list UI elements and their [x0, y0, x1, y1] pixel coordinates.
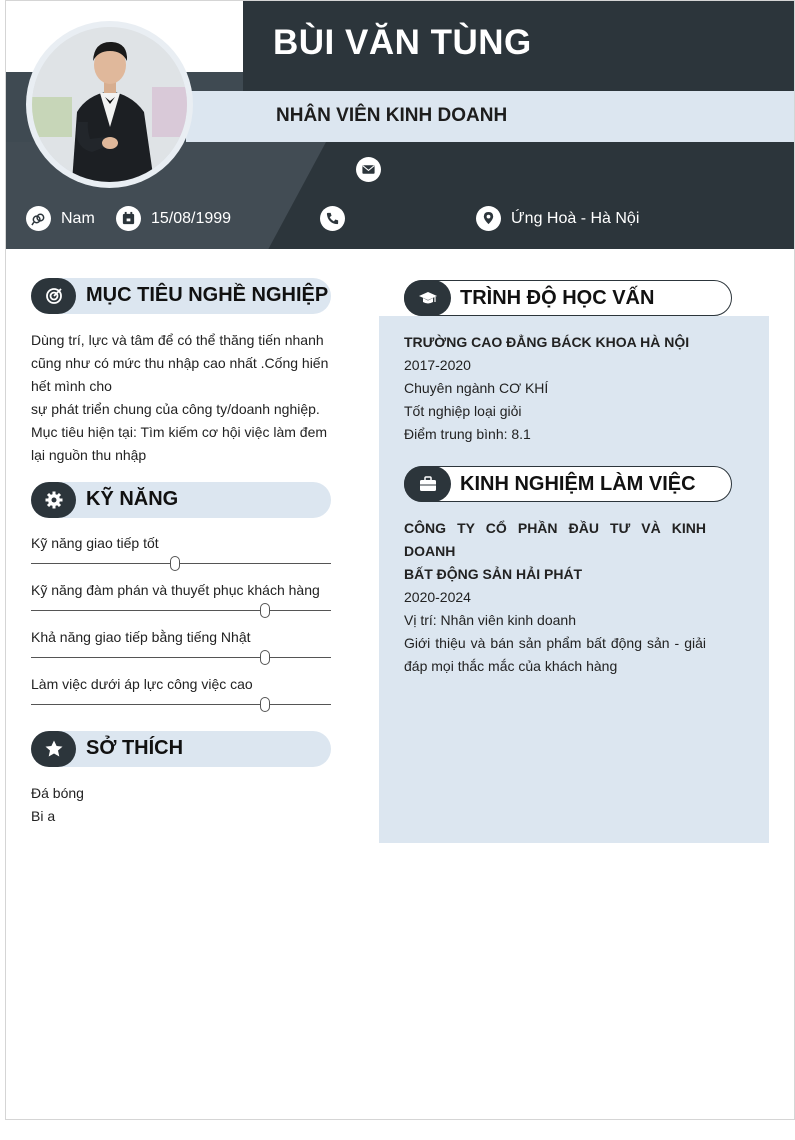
skill-label: Làm việc dưới áp lực công việc cao	[31, 676, 253, 692]
skill-label: Kỹ năng giao tiếp tốt	[31, 535, 159, 551]
skill-item	[31, 629, 331, 658]
address-value: Ứng Hoà - Hà Nội	[511, 209, 640, 227]
job-title: NHÂN VIÊN KINH DOANH	[276, 105, 508, 126]
birthday-item	[116, 206, 231, 231]
hobby-item: Bi a	[31, 808, 56, 824]
skill-slider	[31, 610, 331, 611]
phone-icon[interactable]	[320, 206, 345, 231]
skill-knob	[170, 556, 180, 571]
address-item	[476, 206, 639, 231]
experience-details	[404, 517, 706, 678]
education-title: TRÌNH ĐỘ HỌC VẤN	[460, 287, 655, 309]
skill-label: Kỹ năng đàm phán và thuyết phục khách hàng	[31, 582, 320, 598]
education-gpa: Điểm trung bình: 8.1	[404, 426, 531, 442]
hobbies-section-header	[31, 731, 331, 767]
experience-section-header	[404, 466, 732, 502]
education-years: 2017-2020	[404, 357, 471, 373]
hobbies-list	[31, 782, 331, 828]
experience-desc: đáp mọi thắc mắc của khách hàng	[404, 658, 618, 674]
skill-slider	[31, 563, 331, 564]
education-details	[404, 331, 714, 446]
briefcase-icon	[404, 466, 451, 502]
objective-line: Mục tiêu hiện tại: Tìm kiếm cơ hội việc làm đem	[31, 424, 328, 440]
objective-line: hết mình cho	[31, 378, 112, 394]
experience-desc: Giới thiệu và bán sản phẩm bất động sản - giải	[404, 635, 706, 651]
company-name-line: CÔNG TY CỔ PHẦN ĐẦU TƯ VÀ KINH DOANH	[404, 520, 706, 559]
skills-title: KỸ NĂNG	[86, 488, 179, 510]
education-section-header	[404, 280, 732, 316]
skill-knob	[260, 697, 270, 712]
birthday-value: 15/08/1999	[151, 209, 232, 227]
person-portrait-icon	[32, 27, 187, 182]
school-name: TRƯỜNG CAO ĐẲNG BÁCK KHOA HÀ NỘI	[404, 334, 690, 350]
objective-line: lại nguồn thu nhập	[31, 447, 147, 463]
gender-value: Nam	[61, 209, 95, 227]
gear-icon	[31, 482, 76, 518]
skill-item	[31, 535, 331, 564]
phone-item	[320, 206, 355, 231]
skill-slider	[31, 704, 331, 705]
skill-knob	[260, 603, 270, 618]
hobby-item: Đá bóng	[31, 785, 84, 801]
candidate-name: BÙI VĂN TÙNG	[273, 23, 532, 62]
objective-line: sự phát triển chung của công ty/doanh nghiệp.	[31, 401, 320, 417]
avatar	[26, 21, 193, 188]
gender-item	[26, 206, 95, 231]
experience-years: 2020-2024	[404, 589, 471, 605]
education-major: Chuyên ngành CƠ KHÍ	[404, 380, 549, 396]
objective-line: Dùng trí, lực và tâm để có thể thăng tiến nhanh	[31, 332, 324, 348]
graduation-cap-icon	[404, 280, 451, 316]
star-icon	[31, 731, 76, 767]
objective-text	[31, 329, 331, 467]
skills-section-header	[31, 482, 331, 518]
cv-page	[5, 0, 795, 1120]
experience-title: KINH NGHIỆM LÀM VIỆC	[460, 473, 696, 495]
skill-item	[31, 582, 331, 611]
company-name-line: BẤT ĐỘNG SẢN HẢI PHÁT	[404, 566, 583, 582]
skill-knob	[260, 650, 270, 665]
avatar-photo	[32, 27, 187, 182]
location-pin-icon	[476, 206, 501, 231]
calendar-icon	[116, 206, 141, 231]
skill-label: Khả năng giao tiếp bằng tiếng Nhật	[31, 629, 251, 645]
skill-item	[31, 676, 331, 705]
skill-slider	[31, 657, 331, 658]
education-grade: Tốt nghiệp loại giỏi	[404, 403, 522, 419]
objective-line: cũng như có mức thu nhập cao nhất .Cống hiến	[31, 355, 329, 371]
experience-position: Vị trí: Nhân viên kinh doanh	[404, 612, 576, 628]
target-icon	[31, 278, 76, 314]
email-icon[interactable]	[356, 157, 381, 182]
gender-icon	[26, 206, 51, 231]
objective-title: MỤC TIÊU NGHỀ NGHIỆP	[86, 284, 329, 306]
objective-section-header	[31, 278, 331, 314]
hobbies-title: SỞ THÍCH	[86, 737, 184, 759]
